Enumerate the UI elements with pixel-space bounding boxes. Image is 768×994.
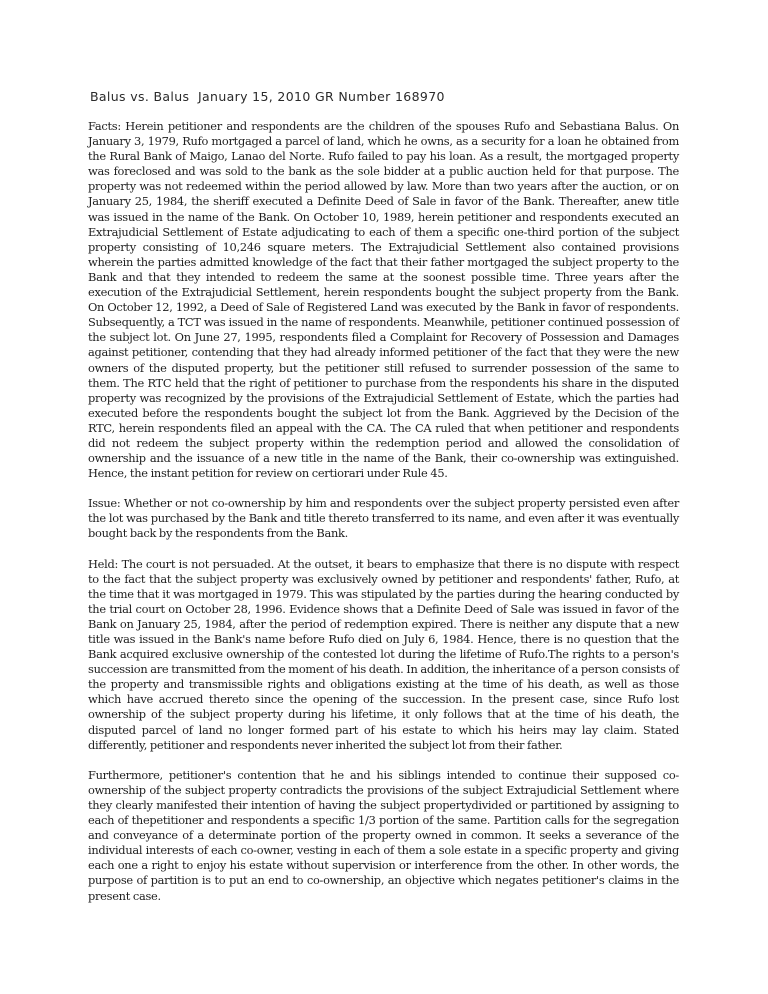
- document-title: Balus vs. Balus January 15, 2010 GR Number 168970: [90, 89, 445, 104]
- issue-paragraph: Issue: Whether or not co-ownership by him and respondents over the subject property persisted even after the lot was purchased by the Bank and title thereto transferred to its name, and even after it was eventually bought back by the respondents from the Bank.: [88, 496, 679, 541]
- facts-paragraph: Facts: Herein petitioner and respondents are the children of the spouses Rufo and Sebastiana Balus. On January 3, 1979, Rufo mortgaged a parcel of land, which he owns, as a security for a loan he obtained from the Rural Bank of Maigo, Lanao del Norte. Rufo failed to pay his loan. As a result, the mortgaged property was foreclosed and was sold to the bank as the sole bidder at a public auction held for that purpose. The property was not redeemed within the period allowed by law. More than two years after the auction, or on January 25, 1984, the sheriff executed a Definite Deed of Sale in favor of the Bank. Thereafter, anew title was issued in the name of the Bank. On October 10, 1989, herein petitioner and respondents executed an Extrajudicial Settlement of Estate adjudicating to each of them a specific one-third portion of the subject property consisting of 10,246 square meters. The Extrajudicial Settlement also contained provisions wherein the parties admitted knowledge of the fact that their father mortgaged the subject property to the Bank and that they intended to redeem the same at the soonest possible time. Three years after the execution of the Extrajudicial Settlement, herein respondents bought the subject property from the Bank. On October 12, 1992, a Deed of Sale of Registered Land was executed by the Bank in favor of respondents. Subsequently, a TCT was issued in the name of respondents. Meanwhile, petitioner continued possession of the subject lot. On June 27, 1995, respondents filed a Complaint for Recovery of Possession and Damages against petitioner, contending that they had already informed petitioner of the fact that they were the new owners of the disputed property, but the petitioner still refused to surrender possession of the same to them. The RTC held that the right of petitioner to purchase from the respondents his share in the disputed property was recognized by the provisions of the Extrajudicial Settlement of Estate, which the parties had executed before the respondents bought the subject lot from the Bank. Aggrieved by the Decision of the RTC, herein respondents filed an appeal with the CA. The CA ruled that when petitioner and respondents did not redeem the subject property within the redemption period and allowed the consolidation of ownership and the issuance of a new title in the name of the Bank, their co-ownership was extinguished. Hence, the instant petition for review on certiorari under Rule 45.: [88, 119, 679, 481]
- furthermore-paragraph: Furthermore, petitioner's contention that he and his siblings intended to continue their supposed co-ownership of the subject property contradicts the provisions of the subject Extrajudicial Settlement where they clearly manifested their intention of having the subject propertydivided or partitioned by assigning to each of thepetitioner and respondents a specific 1/3 portion of the same. Partition calls for the segregation and conveyance of a determinate portion of the property owned in common. It seeks a severance of the individual interests of each co-owner, vesting in each of them a sole estate in a specific property and giving each one a right to enjoy his estate without supervision or interference from the other. In other words, the purpose of partition is to put an end to co-ownership, an objective which negates petitioner's claims in the present case.: [88, 767, 679, 903]
- document-body: [88, 119, 679, 919]
- held-paragraph: Held: The court is not persuaded. At the outset, it bears to emphasize that there is no dispute with respect to the fact that the subject property was exclusively owned by petitioner and respondents' father, Rufo, at the time that it was mortgaged in 1979. This was stipulated by the parties during the hearing conducted by the trial court on October 28, 1996. Evidence shows that a Definite Deed of Sale was issued in favor of the Bank on January 25, 1984, after the period of redemption expired. There is neither any dispute that a new title was issued in the Bank's name before Rufo died on July 6, 1984. Hence, there is no question that the Bank acquired exclusive ownership of the contested lot during the lifetime of Rufo.The rights to a person's succession are transmitted from the moment of his death. In addition, the inheritance of a person consists of the property and transmissible rights and obligations existing at the time of his death, as well as those which have accrued thereto since the opening of the succession. In the present case, since Rufo lost ownership of the subject property during his lifetime, it only follows that at the time of his death, the disputed parcel of land no longer formed part of his estate to which his heirs may lay claim. Stated differently, petitioner and respondents never inherited the subject lot from their father.: [88, 556, 679, 752]
